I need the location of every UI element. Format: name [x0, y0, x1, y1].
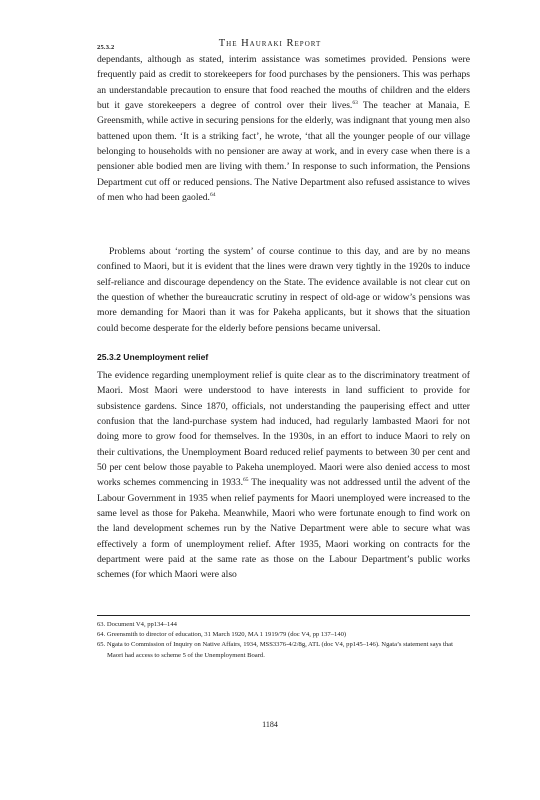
paragraph-text: The inequality was not addressed until the advent of the Labour Government in 1935 when relief payments for Maori unemployed were increased to the same level as those for Pakeha. Meanwhile, Maori who were fortunate enough to find work on the land development schemes run by the Native Department were able to secure what was effectively a form of unemployment relief. After 1935, Maori working on contracts for the department were paid at the same rate as those on the Labour Department’s public works schemes (for which Maori were also — [97, 477, 470, 581]
paragraph-text: dependants, although as stated, interim assistance was sometimes provided. Pensions were frequently paid as credit to storekeepers for food purchases by the pensioners. This was perhaps an understandable precaution to ensure that food reached the mouths of children and the elders but it gave storekeepers a degree of control over their lives. — [97, 54, 470, 112]
footnote: 64. Greensmith to director of education, 31 March 1920, MA 1 1919/79 (doc V4, pp 137–140) — [97, 631, 347, 639]
footnote: 63. Document V4, pp134–144 — [97, 621, 177, 628]
footnote-marker: 64 — [209, 191, 216, 198]
body-paragraph-1 — [97, 52, 470, 205]
section-reference: 25.3.2 — [97, 44, 115, 51]
footnote-marker: 63 — [352, 99, 358, 106]
footnote-marker: 65 — [243, 477, 249, 484]
footnote-divider — [97, 615, 470, 616]
section-subheading: 25.3.2 Unemployment relief — [97, 352, 209, 362]
footnotes — [97, 620, 470, 661]
body-paragraph-2 — [97, 244, 470, 336]
paragraph-text: The teacher at Manaia, E Greensmith, while active in securing pensions for the elderly, was indignant that young men also battened upon them. ‘It is a striking fact’, he wrote, ‘that all the younger people of our village belonging to households with no pensioner are away at work, and in every case when there is a pensioner able bodied men are living with them.’ In response to such information, the Pensions Department cut off or reduced pensions. The Native Department also refused assistance to wives of men who had been gaoled. — [97, 100, 471, 204]
page-number: 1184 — [262, 720, 278, 729]
paragraph-text: The evidence regarding unemployment relief is quite clear as to the discriminatory treatment of Maori. Most Maori were understood to have interests in land sufficient to provide for subsistence gardens. Since 1870, officials, not understanding the pauperising effect and utter confusion that the land-purchase system had induced, had regularly lambasted Maori for not doing more to grow food for themselves. In the 1930s, in an effort to induce Maori to rely on their cultivations, the Unemployment Board reduced relief payments to between 30 per cent and 50 per cent below those payable to Pakeha unemployed. Maori were also denied access to most works schemes commencing in 1933. — [97, 370, 470, 489]
running-head-title: The Hauraki Report — [218, 38, 322, 49]
footnote: 65. Ngata to Commission of Inquiry on Native Affairs, 1934, MSS3376-4/2/8g, ATL (doc V4, pp145–146). Ngata’s statement says that Maori had access to scheme 5 of the Unemployment Board. — [97, 641, 453, 659]
body-paragraph-3 — [97, 368, 470, 583]
paragraph-text: Problems about ‘rorting the system’ of course continue to this day, and are by no means confined to Maori, but it is evident that the lines were drawn very tightly in the 1920s to induce self-reliance and discourage dependency on the State. The evidence available is not clear cut on the question of whether the bureaucratic scrutiny in respect of old-age or widow’s pensions was more demanding for Maori than it was for Pakeha applicants, but it shows that the situation could become desperate for the elderly before pensions became universal. — [97, 246, 470, 334]
